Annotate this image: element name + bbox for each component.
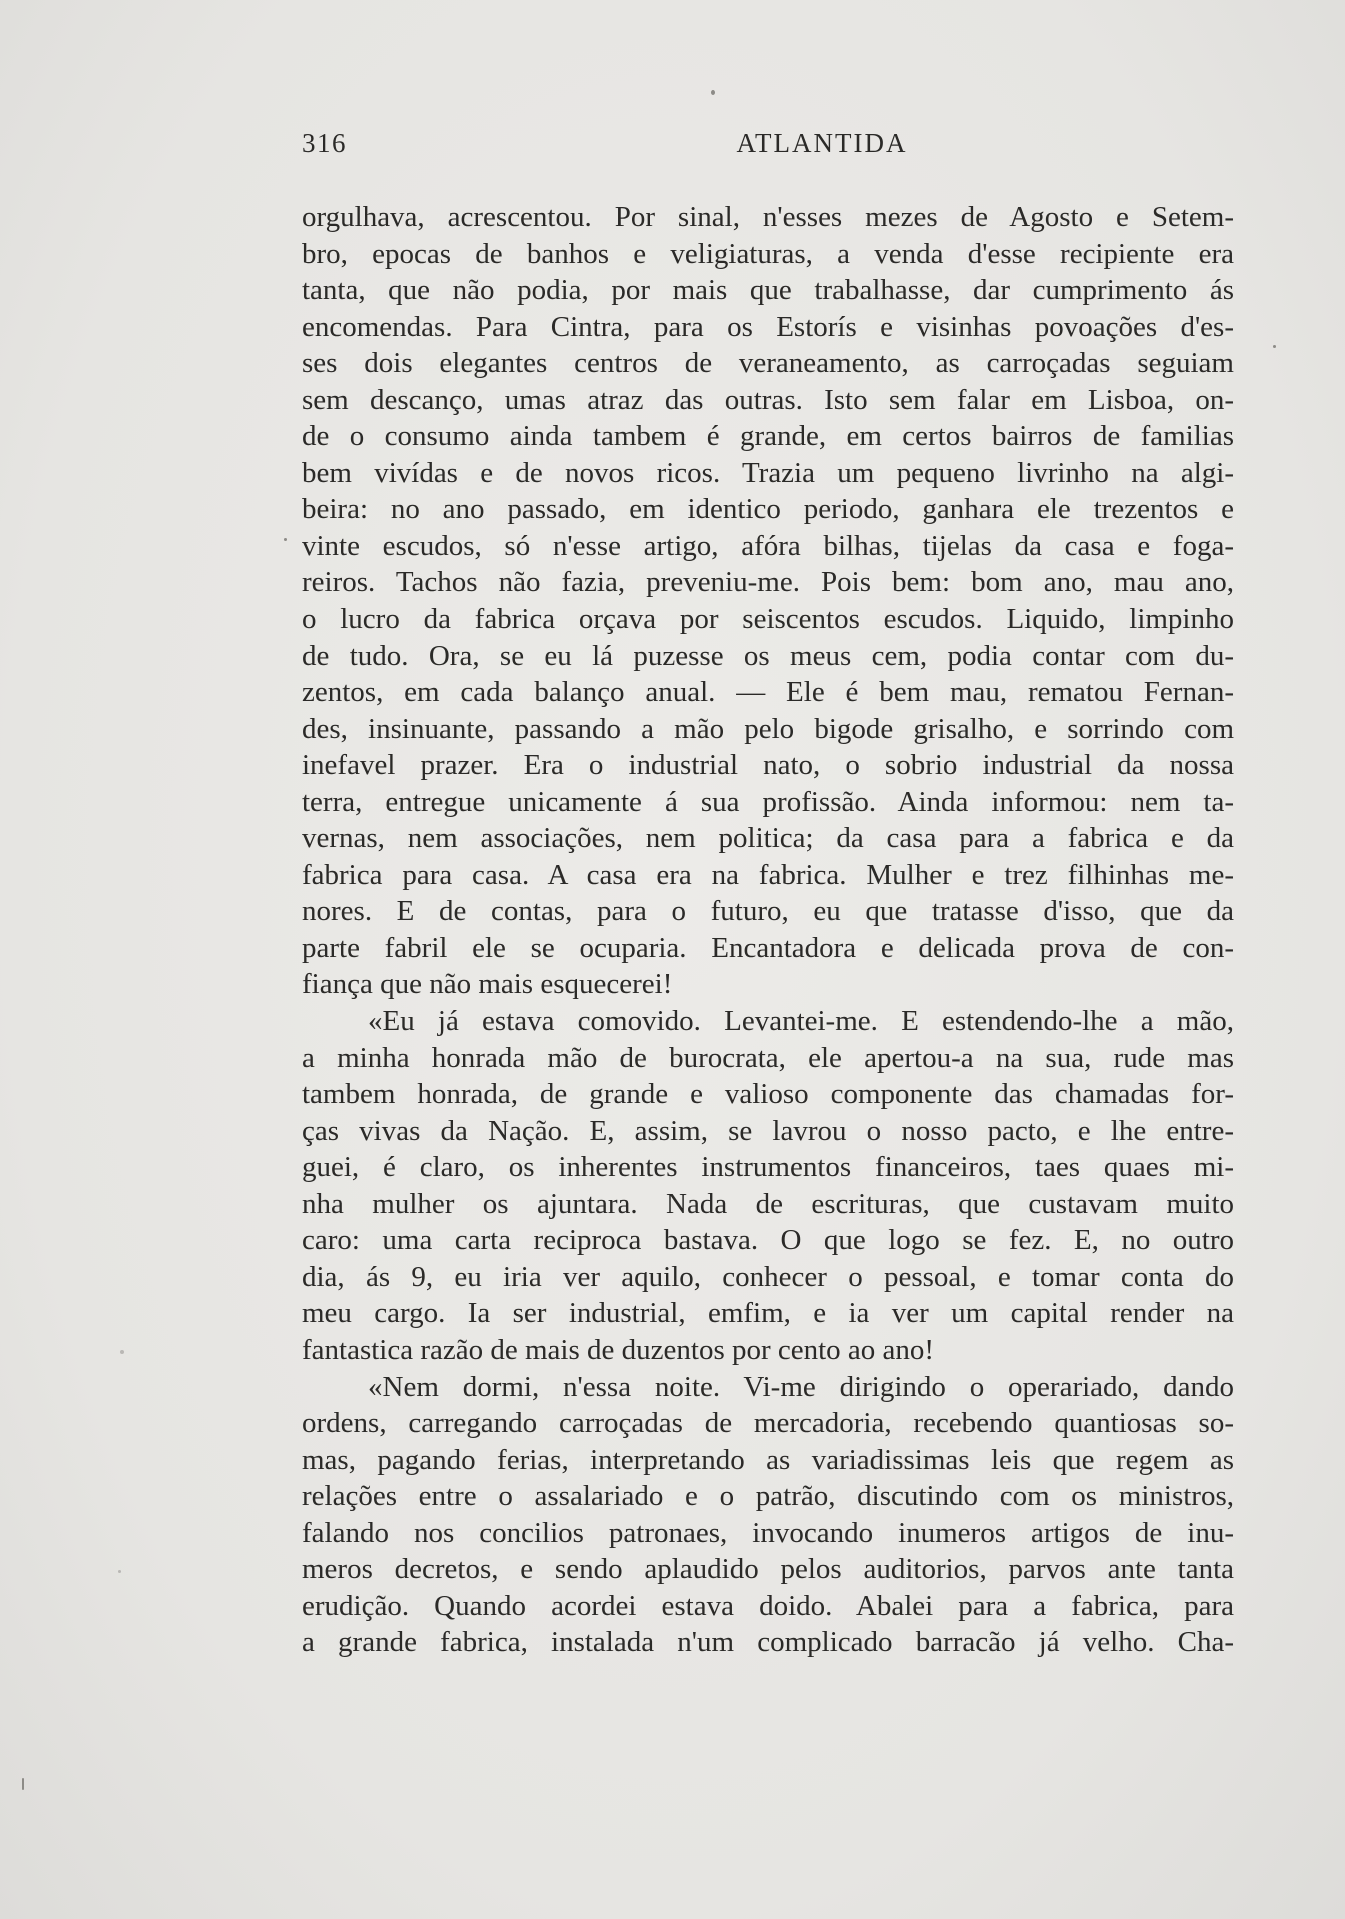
text-line: des, insinuante, passando a mão pelo bigode grisalho, e sorrindo com xyxy=(302,712,1234,745)
scan-speck xyxy=(118,1570,121,1573)
text-line: relações entre o assalariado e o patrão, discutindo com os ministros, xyxy=(302,1480,1234,1513)
text-line: erudição. Quando acordei estava doido. Abalei para a fabrica, para xyxy=(302,1589,1234,1622)
text-line: sem descanço, umas atraz das outras. Isto sem falar em Lisboa, on- xyxy=(302,383,1234,416)
text-line: dia, ás 9, eu iria ver aquilo, conhecer o pessoal, e tomar conta do xyxy=(302,1260,1234,1293)
scan-speck xyxy=(1273,345,1276,348)
text-line: fiança que não mais esquecerei! xyxy=(302,968,673,1001)
text-line: a grande fabrica, instalada n'um complicado barracão já velho. Cha- xyxy=(302,1626,1234,1659)
running-head xyxy=(302,128,1232,164)
text-line: caro: uma carta reciproca bastava. O que logo se fez. E, no outro xyxy=(302,1224,1234,1257)
body-text xyxy=(302,199,1234,1661)
text-line: nores. E de contas, para o futuro, eu que tratasse d'isso, que da xyxy=(302,895,1234,928)
text-line: «Nem dormi, n'essa noite. Vi-me dirigindo o operariado, dando xyxy=(368,1370,1234,1403)
text-line: reiros. Tachos não fazia, preveniu-me. Pois bem: bom ano, mau ano, xyxy=(302,566,1234,599)
text-line: ordens, carregando carroçadas de mercadoria, recebendo quantiosas so- xyxy=(302,1407,1234,1440)
text-line: bem vivídas e de novos ricos. Trazia um pequeno livrinho na algi- xyxy=(302,456,1234,489)
text-line: tambem honrada, de grande e valioso componente das chamadas for- xyxy=(302,1078,1234,1111)
text-line: tanta, que não podia, por mais que trabalhasse, dar cumprimento ás xyxy=(302,274,1234,307)
text-line: zentos, em cada balanço anual. — Ele é bem mau, rematou Fernan- xyxy=(302,676,1234,709)
text-line: encomendas. Para Cintra, para os Estorís e visinhas povoações d'es- xyxy=(302,310,1234,343)
text-line: fantastica razão de mais de duzentos por cento ao ano! xyxy=(302,1333,935,1366)
text-line: inefavel prazer. Era o industrial nato, o sobrio industrial da nossa xyxy=(302,749,1234,782)
text-line: vernas, nem associações, nem politica; da casa para a fabrica e da xyxy=(302,822,1234,855)
text-line: ças vivas da Nação. E, assim, se lavrou o nosso pacto, e lhe entre- xyxy=(302,1114,1234,1147)
text-line: o lucro da fabrica orçava por seiscentos escudos. Liquido, limpinho xyxy=(302,603,1234,636)
text-line: orgulhava, acrescentou. Por sinal, n'esses mezes de Agosto e Setem- xyxy=(302,201,1234,233)
text-line: mas, pagando ferias, interpretando as variadissimas leis que regem as xyxy=(302,1443,1234,1476)
text-line: vinte escudos, só n'esse artigo, afóra bilhas, tijelas da casa e foga- xyxy=(302,529,1234,562)
text-line: nha mulher os ajuntara. Nada de escrituras, que custavam muito xyxy=(302,1187,1234,1220)
page-number: 316 xyxy=(302,128,347,158)
text-line: fabrica para casa. A casa era na fabrica. Mulher e trez filhinhas me- xyxy=(302,858,1234,891)
text-line: «Eu já estava comovido. Levantei-me. E estendendo-lhe a mão, xyxy=(368,1005,1234,1038)
text-line: terra, entregue unicamente á sua profissão. Ainda informou: nem ta- xyxy=(302,785,1234,818)
text-line: bro, epocas de banhos e veligiaturas, a venda d'esse recipiente era xyxy=(302,237,1234,270)
text-line: guei, é claro, os inherentes instrumentos financeiros, taes quaes mi- xyxy=(302,1151,1234,1184)
text-line: ses dois elegantes centros de veraneamento, as carroçadas seguiam xyxy=(302,347,1234,380)
text-line: de o consumo ainda tambem é grande, em certos bairros de familias xyxy=(302,420,1234,453)
scan-speck xyxy=(120,1350,124,1354)
scan-speck xyxy=(711,90,715,95)
text-line: de tudo. Ora, se eu lá puzesse os meus cem, podia contar com du- xyxy=(302,639,1234,672)
running-title: ATLANTIDA xyxy=(736,128,908,158)
text-line: parte fabril ele se ocuparia. Encantadora e delicada prova de con- xyxy=(302,931,1234,964)
scan-speck xyxy=(22,1778,24,1790)
text-line: meu cargo. Ia ser industrial, emfim, e ia ver um capital render na xyxy=(302,1297,1234,1330)
text-line: falando nos concilios patronaes, invocando inumeros artigos de inu- xyxy=(302,1516,1234,1549)
text-line: meros decretos, e sendo aplaudido pelos auditorios, parvos ante tanta xyxy=(302,1553,1234,1586)
scan-speck xyxy=(284,538,287,541)
text-line: a minha honrada mão de burocrata, ele apertou-a na sua, rude mas xyxy=(302,1041,1234,1074)
text-line: beira: no ano passado, em identico periodo, ganhara ele trezentos e xyxy=(302,493,1234,526)
